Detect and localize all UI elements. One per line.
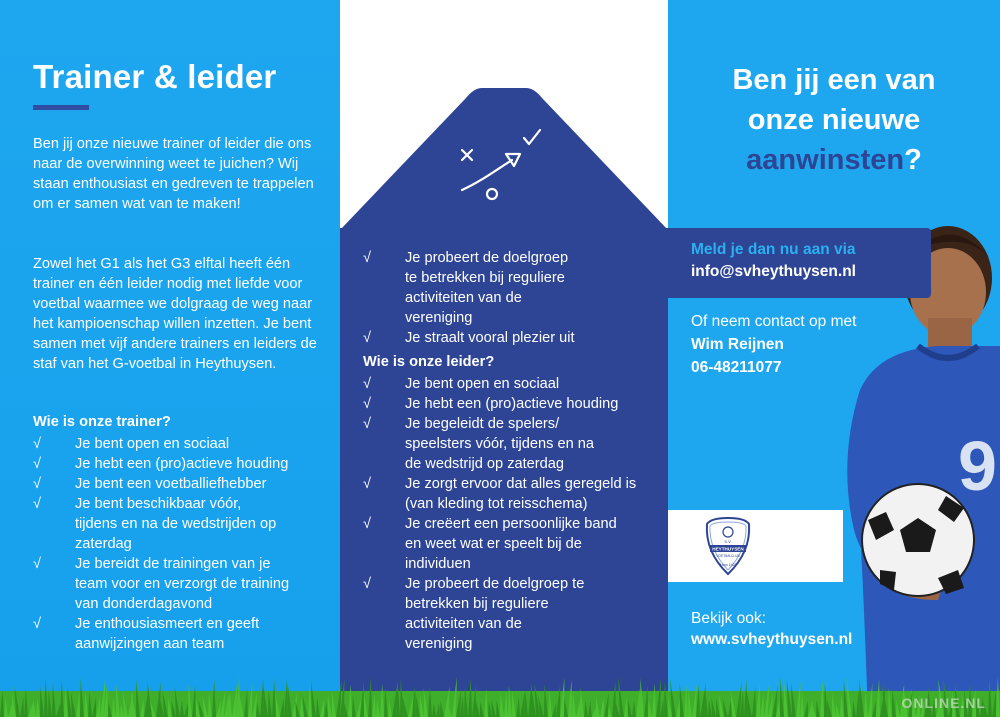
list-item: √ Je bent open en sociaal (363, 376, 560, 392)
list-item: √ Je bent open en sociaal (33, 436, 230, 452)
list-item: √ Je hebt een (pro)actieve houding (363, 396, 619, 412)
headline: Ben jij een van onze nieuwe aanwinsten? (732, 64, 936, 176)
list-item: √ Je bent beschikbaar vóór, tijdens en na de wedstrijden op zaterdag (33, 496, 277, 552)
trainer-heading: Wie is onze trainer? (33, 414, 171, 430)
list-item: √ Je zorgt ervoor dat alles geregeld is (van kleding tot reisschema) (363, 476, 637, 512)
signup-label: Meld je dan nu aan via (691, 241, 856, 258)
leader-requirements-list (363, 374, 658, 654)
title-underline (33, 105, 89, 110)
page-title: Trainer & leider (33, 58, 277, 95)
check-icon: √ (363, 396, 372, 412)
watermark: ONLINE.NL (901, 695, 986, 711)
svg-text:Anno 1922: Anno 1922 (719, 563, 737, 567)
intro-paragraph-1: Ben jij onze nieuwe trainer of leider die ons naar de overwinning weet te juichen? Wij staan enthousiast en gedreven te trappelen om er samen wat van te maken! (33, 136, 314, 212)
signup-box (668, 228, 931, 298)
signup-email-link[interactable]: info@svheythuysen.nl (691, 263, 856, 280)
check-icon: √ (363, 516, 372, 532)
check-icon: √ (33, 436, 42, 452)
contact-name: Wim Reijnen (691, 336, 784, 353)
check-icon: √ (33, 456, 42, 472)
trainer-requirements-list (33, 434, 323, 654)
intro-paragraph-2: Zowel het G1 als het G3 elftal heeft één trainer en één leider nodig met liefde voor voetbal waarmee we dolgraag de weg naar het kampioenschap willen inzetten. Je bent samen met vijf andere trainers en leiders de staf van het G-voetbal in Heythuysen. (33, 256, 317, 372)
list-item: √ Je bent een voetballiefhebber (33, 476, 267, 492)
check-icon: √ (33, 496, 42, 512)
check-icon: √ (363, 376, 372, 392)
website-link[interactable]: www.svheythuysen.nl (691, 631, 853, 648)
check-icon: √ (363, 576, 372, 592)
list-item: √ Je creëert een persoonlijke band en weet wat er speelt bij de individuen (363, 516, 617, 572)
svg-text:S.V.: S.V. (724, 539, 732, 544)
check-icon: √ (363, 330, 372, 346)
left-panel (0, 0, 340, 717)
leader-heading: Wie is onze leider? (363, 354, 495, 370)
list-item: √ Je hebt een (pro)actieve houding (33, 456, 289, 472)
headline-accent: aanwinsten (746, 144, 905, 176)
check-icon: √ (33, 556, 42, 572)
check-icon: √ (363, 476, 372, 492)
club-logo-icon (703, 516, 753, 576)
svg-text:HEYTHUYSEN: HEYTHUYSEN (712, 546, 744, 552)
check-icon: √ (33, 476, 42, 492)
contact-info: Of neem contact op met Wim Reijnen 06-48211077 (691, 310, 856, 379)
check-icon: √ (33, 616, 42, 632)
list-item: √ Je probeert de doelgroep te betrekken bij reguliere activiteiten van de vereniging (363, 576, 585, 652)
continued-requirements-list (363, 248, 658, 348)
svg-text:VOETBALCLUB: VOETBALCLUB (716, 554, 740, 558)
list-item: √ Je begeleidt de spelers/ speelsters vóór, tijdens en na de wedstrijd op zaterdag (363, 416, 595, 472)
check-icon: √ (363, 416, 372, 432)
right-panel (668, 0, 1000, 717)
check-icon: √ (363, 250, 372, 266)
middle-panel (340, 0, 668, 717)
club-logo-strip (668, 510, 843, 582)
tactic-board-icon (456, 126, 552, 206)
jersey-number: 9 (958, 427, 997, 505)
website-info: Bekijk ook: www.svheythuysen.nl (691, 610, 853, 648)
list-item: √ Je bereidt de trainingen van je team voor en verzorgt de training van donderdagavond (33, 556, 290, 612)
list-item: √ Je straalt vooral plezier uit (363, 330, 575, 346)
contact-phone[interactable]: 06-48211077 (691, 359, 782, 376)
middle-content-block (340, 228, 668, 717)
grass-strip (0, 657, 1000, 717)
list-item: √ Je enthousiasmeert en geeft aanwijzingen aan team (33, 616, 260, 652)
list-item: √ Je probeert de doelgroep te betrekken bij reguliere activiteiten van de vereniging (363, 250, 569, 326)
